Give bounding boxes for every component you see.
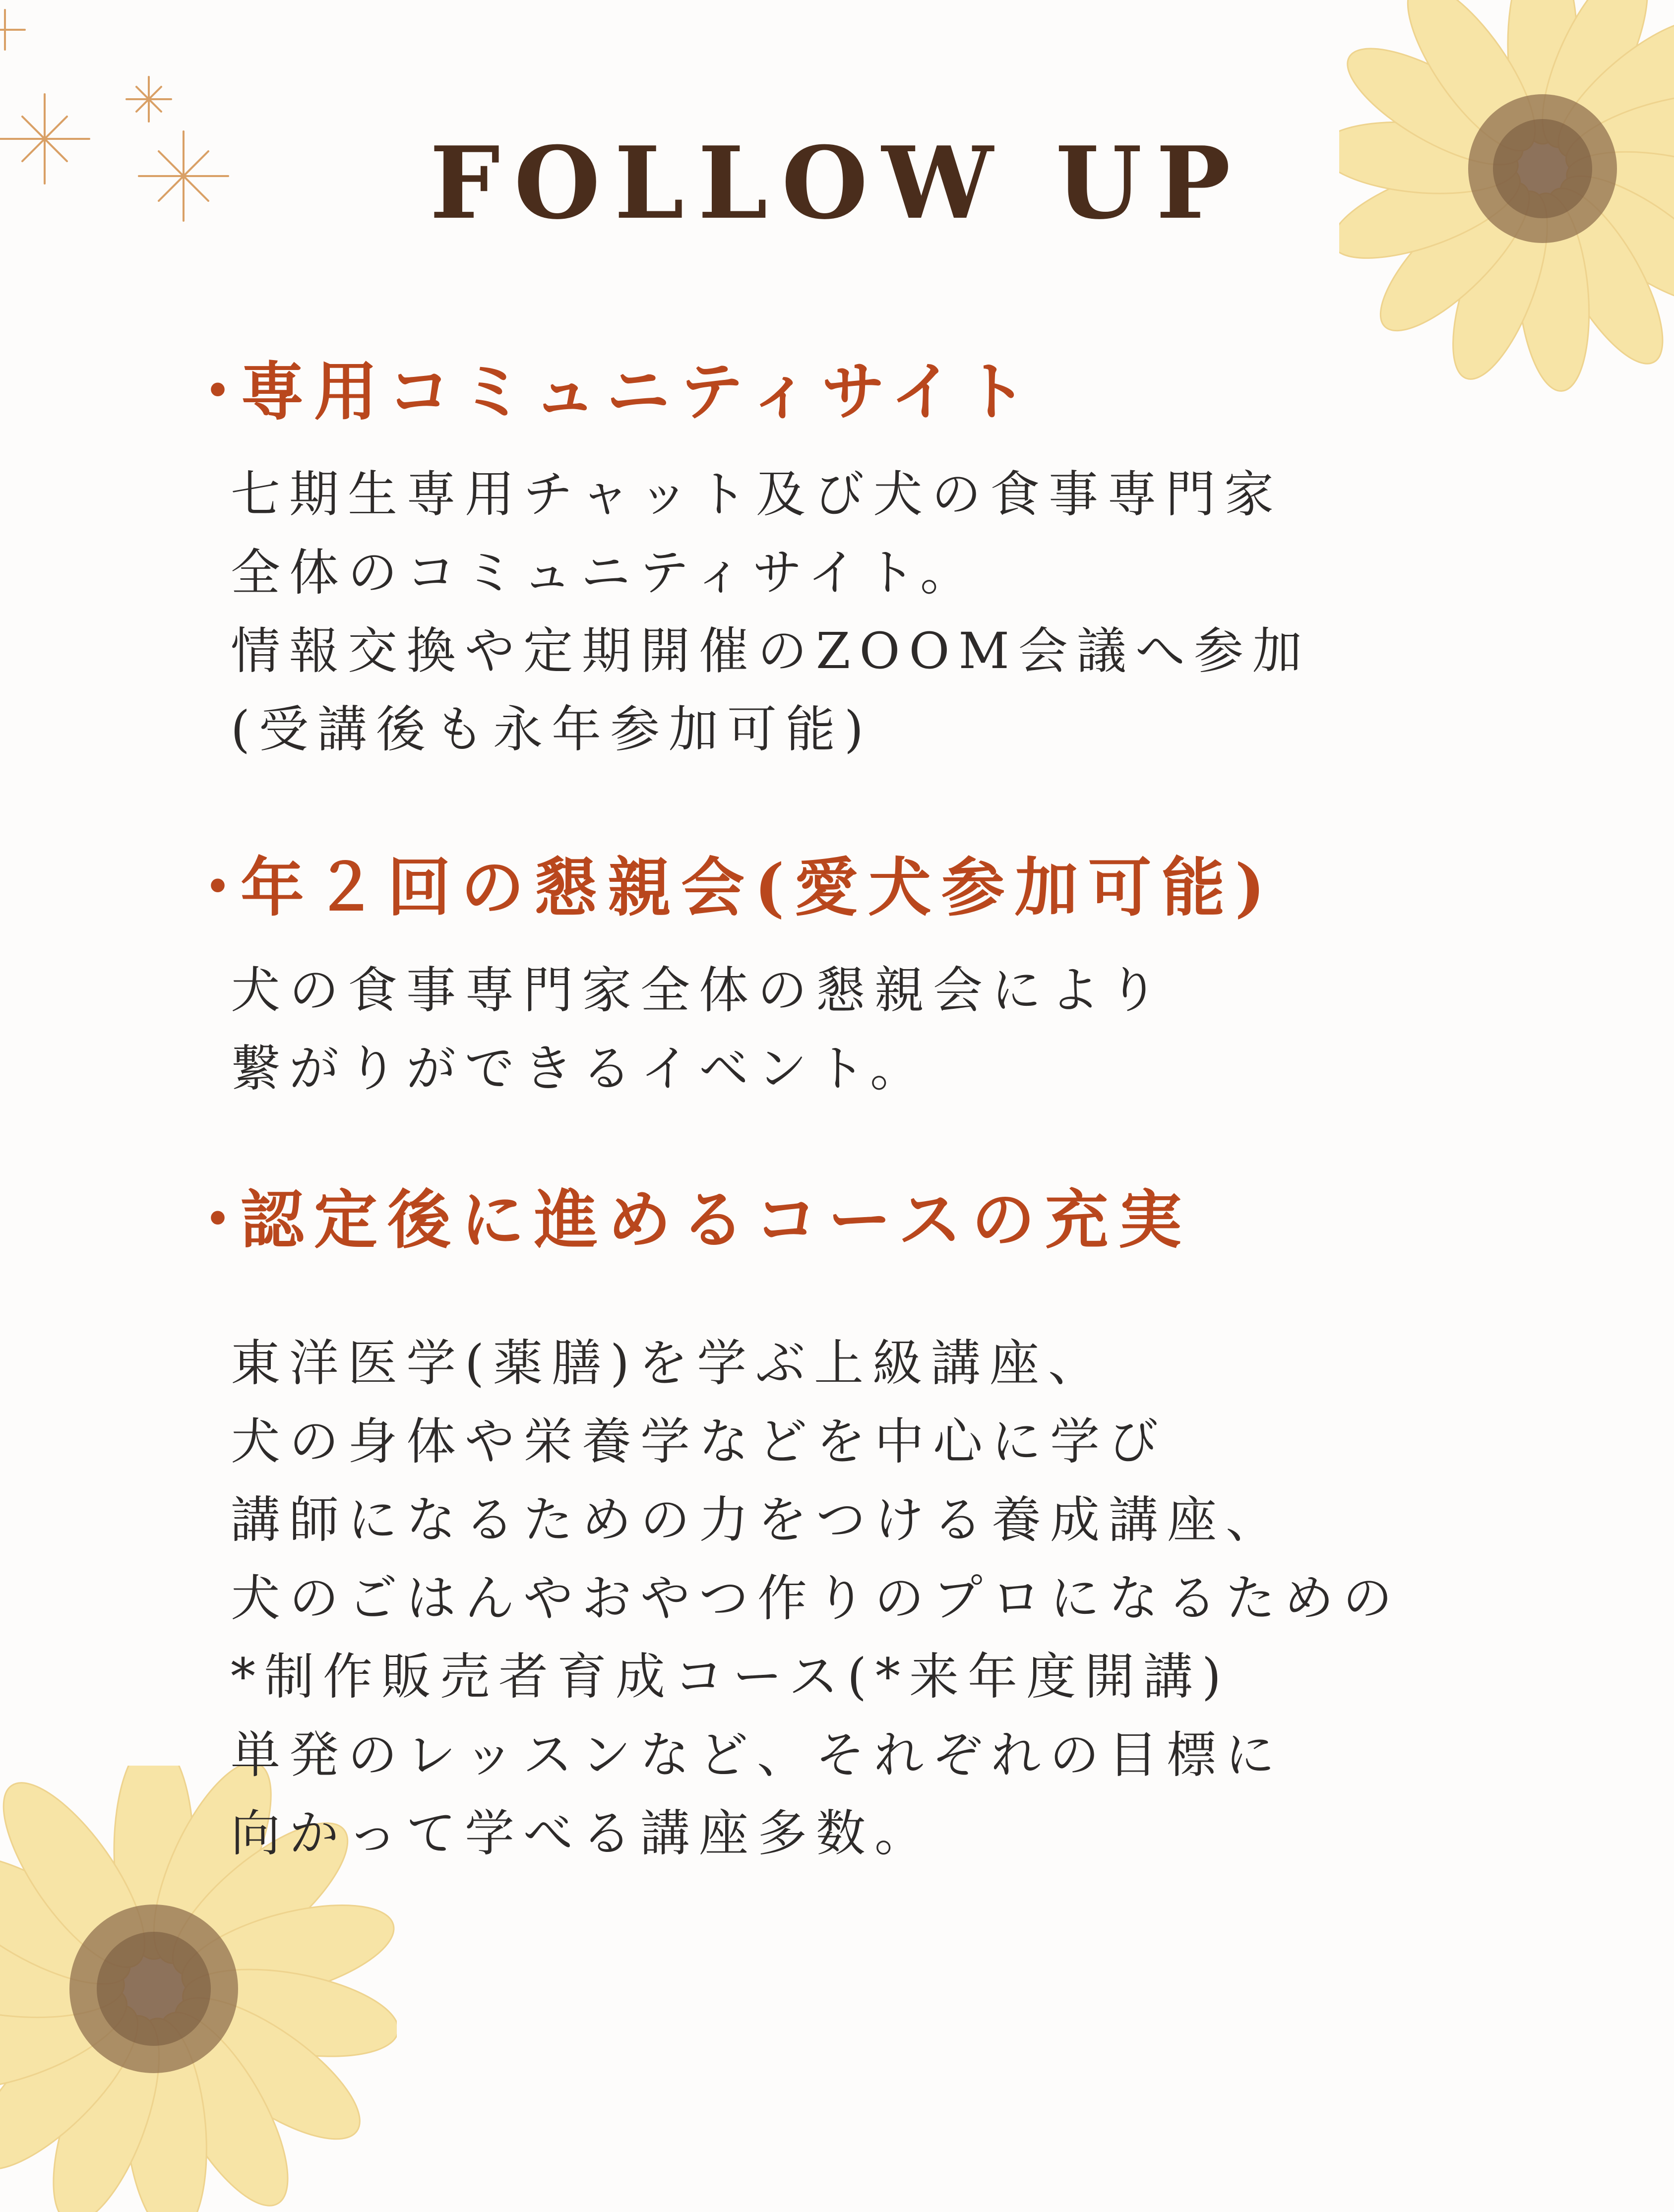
body-line: 東洋医学(薬膳)を学ぶ上級講座、 [231, 1334, 1107, 1392]
body-line: 向かって学べる講座多数。 [231, 1804, 933, 1862]
section-body [231, 951, 1600, 1108]
section-community-site [186, 352, 1600, 769]
section-heading [186, 1180, 1600, 1260]
section-advanced-courses [186, 1180, 1600, 1873]
section-body [231, 455, 1600, 769]
bullet-icon: ・ [186, 1183, 260, 1257]
sparkle-icon [0, 10, 25, 50]
body-line: (受講後も永年参加可能) [231, 700, 873, 758]
section-heading-text: 年２回の懇親会(愛犬参加可能) [241, 851, 1275, 925]
body-line: 講師になるための力をつける養成講座、 [231, 1491, 1284, 1549]
body-line: 犬の食事専門家全体の懇親会により [231, 961, 1167, 1019]
section-heading-text: 認定後に進めるコースの充実 [241, 1183, 1192, 1257]
bullet-icon: ・ [186, 851, 260, 925]
bullet-icon: ・ [186, 355, 260, 429]
sparkle-icon [126, 77, 171, 122]
body-line: 情報交換や定期開催のZOOM会議へ参加 [231, 622, 1311, 680]
body-line: 犬の身体や栄養学などを中心に学び [231, 1413, 1167, 1471]
body-line: 犬のごはんやおやつ作りのプロになるための [231, 1569, 1401, 1627]
section-heading-text: 専用コミュニティサイト [241, 355, 1038, 429]
section-heading [186, 848, 1600, 927]
body-line: 繋がりができるイベント。 [231, 1040, 929, 1098]
body-line: 七期生専用チャット及び犬の食事専門家 [231, 465, 1283, 523]
body-line: 単発のレッスンなど、それぞれの目標に [231, 1726, 1284, 1784]
section-social-gathering [186, 848, 1600, 1108]
section-heading [186, 352, 1600, 431]
section-body [231, 1324, 1600, 1873]
page-title: FOLLOW UP [430, 125, 1244, 242]
body-line: 全体のコミュニティサイト。 [231, 544, 979, 602]
body-line: *制作販売者育成コース(*来年度開講) [231, 1648, 1231, 1706]
